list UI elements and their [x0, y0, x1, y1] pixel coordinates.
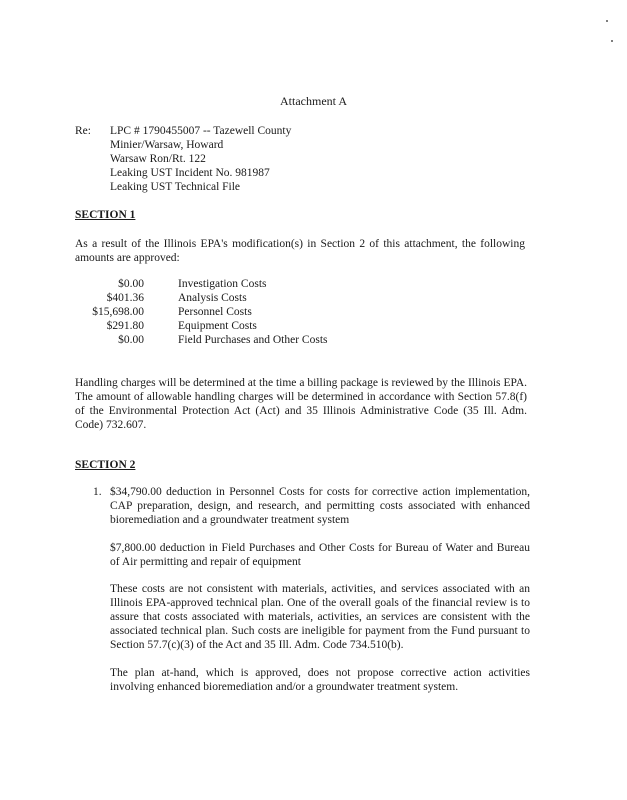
re-line: LPC # 1790455007 -- Tazewell County	[110, 125, 292, 137]
section-1-heading: SECTION 1	[75, 209, 136, 221]
list-item-number: 1.	[93, 486, 102, 498]
approved-amounts-table	[78, 277, 327, 347]
re-line: Warsaw Ron/Rt. 122	[110, 153, 206, 165]
handling-charges-paragraph: Handling charges will be determined at the time a billing package is reviewed by the Illinois EPA. The amount of allowable handling charges will be determined in accordance with Section 57.8(f) of the Environmental Protection Act (Act) and 35 Illinois Administrative Code (35 Ill. Adm. Code) 732.607.	[75, 377, 527, 431]
section-1-intro: As a result of the Illinois EPA's modification(s) in Section 2 of this attachment, the following amounts are approved:	[75, 238, 525, 264]
section-2-heading: SECTION 2	[75, 459, 136, 471]
amount-row	[78, 333, 327, 347]
amount-label: Investigation Costs	[178, 278, 267, 290]
re-line: Leaking UST Technical File	[110, 181, 241, 193]
amount-row	[78, 277, 327, 291]
re-line: Minier/Warsaw, Howard	[110, 139, 224, 151]
deduction-paragraph: $7,800.00 deduction in Field Purchases and Other Costs for Bureau of Water and Bureau of Air permitting and repair of equipment	[110, 542, 530, 568]
amount-label: Field Purchases and Other Costs	[178, 334, 328, 346]
attachment-title: Attachment A	[280, 94, 347, 108]
amount-value: $0.00	[118, 278, 144, 290]
plan-note-paragraph: The plan at-hand, which is approved, does not propose corrective action activities involving enhanced bioremediation and/or a groundwater treatment system.	[110, 667, 530, 693]
amount-label: Analysis Costs	[178, 292, 247, 304]
re-label: Re:	[75, 125, 91, 137]
ineligible-costs-paragraph: These costs are not consistent with materials, activities, and services associated with an Illinois EPA-approved technical plan. One of the overall goals of the financial review is to assure that costs associated with materials, activities, an services are consistent with the associated technical plan. Such costs are ineligible for payment from the Fund pursuant to Section 57.7(c)(3) of the Act and 35 Ill. Adm. Code 734.510(b).	[110, 583, 530, 651]
re-line: Leaking UST Incident No. 981987	[110, 167, 270, 179]
amount-value: $0.00	[118, 334, 144, 346]
amount-value: $291.80	[106, 320, 144, 332]
scan-speck	[606, 20, 608, 22]
amount-value: $401.36	[106, 292, 144, 304]
amount-label: Equipment Costs	[178, 320, 257, 332]
re-block	[110, 124, 291, 194]
scan-speck	[611, 40, 613, 42]
deduction-paragraph: $34,790.00 deduction in Personnel Costs for costs for corrective action implementation, CAP preparation, design, and research, and permitting costs associated with enhanced bioremediation and a groundwater treatment system	[110, 486, 530, 526]
amount-label: Personnel Costs	[178, 306, 252, 318]
amount-value: $15,698.00	[92, 306, 144, 318]
amount-row	[78, 305, 327, 319]
amount-row	[78, 319, 327, 333]
amount-row	[78, 291, 327, 305]
